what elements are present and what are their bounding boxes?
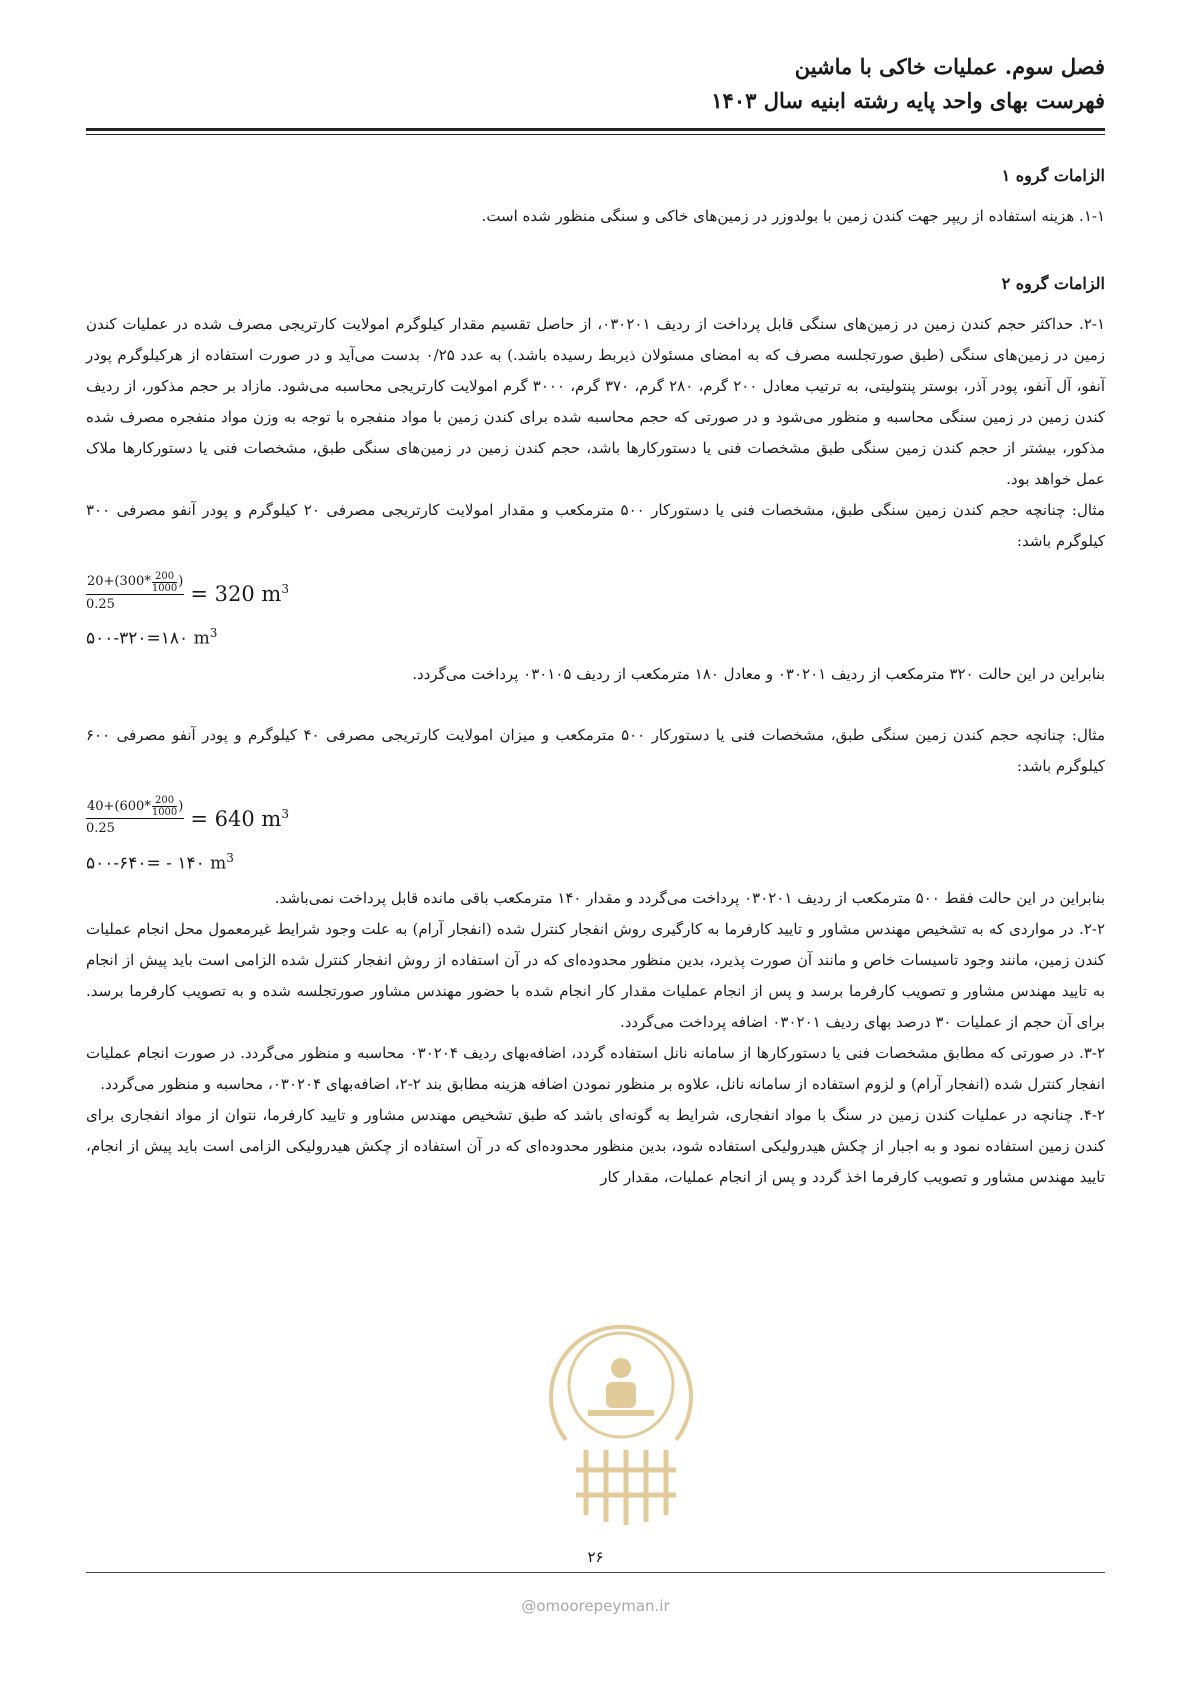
page-header bbox=[86, 50, 1105, 118]
example2-conclusion: بنابراین در این حالت فقط ۵۰۰ مترمکعب از ردیف ۰۳۰۲۰۱ پرداخت می‌گردد و مقدار ۱۴۰ مترمکعب باقی مانده قابل پرداخت نمی‌باشد. bbox=[274, 889, 1105, 908]
example2-formula bbox=[86, 788, 1105, 876]
clause-2-1: ۲-۱. حداکثر حجم کندن زمین در زمین‌های سنگی قابل پرداخت از ردیف ۰۳۰۲۰۱، از حاصل تقسیم مقدار کیلوگرم امولایت کارتریجی مصرف شده در عملیات کندن زمین در زمین‌های سنگی (طبق صورتجلسه مصرف که به امضای مسئولان ذیربط رسیده باشد.) به عدد ۰/۲۵ بدست می‌آید و در صورت استفاده از هرکیلوگرم پودر آنفو، آل آنفو، پودر آذر، بوستر پنتولیتی، به ترتیب معادل ۲۰۰ گرم، ۲۸۰ گرم، ۳۷۰ گرم، ۳۰۰۰ گرم امولایت کارتریجی محاسبه می‌شود. مازاد بر حجم مذکور، از ردیف کندن زمین در زمین سنگی محاسبه و منظور می‌شود و در صورتی که حجم محاسبه شده برای کندن زمین با مواد منفجره با توجه به وزن مواد منفجره مصرف شده مذکور، بیشتر از حجم کندن زمین سنگی طبق مشخصات فنی یا دستورکارها باشد، حجم کندن زمین در زمین‌های سنگی طبق، مشخصات فنی یا دستورکارها ملاک عمل خواهد بود. bbox=[86, 315, 1106, 488]
header-rule-thin bbox=[86, 134, 1105, 135]
footer-website: @omoorepeyman.ir bbox=[521, 1597, 670, 1615]
page-number: ۲۶ bbox=[587, 1548, 604, 1566]
example1-formula bbox=[86, 563, 1105, 651]
example2-intro: مثال: چنانچه حجم کندن زمین سنگی طبق، مشخصات فنی یا دستورکار ۵۰۰ مترمکعب و میزان امولایت کارتریجی مصرفی ۴۰ کیلوگرم و پودر آنفو مصرفی ۶۰۰ کیلوگرم باشد: bbox=[86, 725, 1105, 775]
clause-2-2: ۲-۲. در مواردی که به تشخیص مهندس مشاور و تایید کارفرما به کارگیری روش انفجار کنترل شده (انفجار آرام) به علت وجود شرایط غیرمعمول محل انجام عملیات کندن زمین، مانند وجود تاسیسات خاص و مانند آن صورت پذیرد، بدین منظور محدوده‌ای که در آن استفاده از روش انفجار کنترل شده الزامی است باید پیش از انجام به تایید مهندس مشاور و تصویب کارفرما برسد و پس از انجام عملیات مقدار کار انجام شده با حضور مهندس مشاور صورتجلسه شده و به تصویب کارفرما برسد. برای آن حجم از عملیات ۳۰ درصد بهای ردیف ۰۳۰۲۰۱ اضافه پرداخت می‌گردد. bbox=[86, 920, 1105, 1032]
example1-fraction: 20+(300* 200 1000 ) 0.25 bbox=[86, 570, 184, 612]
clause-1-1: ۱-۱. هزینه استفاده از ریپر جهت کندن زمین با بولدوزر در زمین‌های خاکی و سنگی منظور شده است. bbox=[481, 207, 1105, 225]
document-subtitle: فهرست بهای واحد پایه رشته ابنیه سال ۱۴۰۳ bbox=[711, 88, 1105, 113]
example1-remainder: ۵۰۰-۳۲۰=۱۸۰ $m^3$ bbox=[86, 626, 218, 649]
example2-result: = 640 $m^3$ bbox=[190, 806, 289, 831]
group1-heading: الزامات گروه ۱ bbox=[1001, 166, 1105, 185]
header-rule-thick bbox=[86, 128, 1105, 131]
example1-conclusion: بنابراین در این حالت ۳۲۰ مترمکعب از ردیف ۰۳۰۲۰۱ و معادل ۱۸۰ مترمکعب از ردیف ۰۳۰۱۰۵ پرداخت می‌گردد. bbox=[412, 664, 1105, 683]
example2-remainder: ۵۰۰-۶۴۰= - ۱۴۰ $m^3$ bbox=[86, 850, 234, 874]
clause-2-3: ۳-۲. در صورتی که مطابق مشخصات فنی یا دستورکارها از سامانه نانل استفاده گردد، اضافه‌بهای ردیف ۰۳۰۲۰۴ محاسبه و منظور می‌گردد. در صورت انجام عملیات انفجار کنترل شده (انفجار آرام) و لزوم استفاده از سامانه نانل، علاوه بر منظور نمودن اضافه هزینه مطابق بند ۲-۲، اضافه‌بهای ۰۳۰۲۰۴، محاسبه و منظور می‌گردد. bbox=[86, 1044, 1105, 1094]
clause-2-4: ۴-۲. چنانچه در عملیات کندن زمین در سنگ با مواد انفجاری، شرایط به گونه‌ای باشد که طبق تشخیص مهندس مشاور و تایید کارفرما، نتوان از مواد انفجاری برای کندن زمین استفاده نمود و به اجبار از چکش هیدرولیکی استفاده شود، بدین منظور محدوده‌ای که در آن استفاده از چکش هیدرولیکی الزامی است باید پیش از انجام، تایید مهندس مشاور و تصویب کارفرما اخذ گردد و پس از انجام عملیات، مقدار کار bbox=[86, 1106, 1105, 1187]
footer-rule bbox=[86, 1572, 1105, 1573]
example2-fraction: 40+(600* 200 1000 ) 0.25 bbox=[86, 795, 184, 837]
example1-intro: مثال: چنانچه حجم کندن زمین سنگی طبق، مشخصات فنی یا دستورکار ۵۰۰ مترمکعب و مقدار امولایت کارتریجی مصرفی ۲۰ کیلوگرم و پودر آنفو مصرفی ۳۰۰ کیلوگرم باشد: bbox=[86, 501, 1105, 550]
example1-result: = 320 $m^3$ bbox=[190, 582, 289, 606]
seal-watermark bbox=[526, 1290, 716, 1530]
chapter-title: فصل سوم. عملیات خاکی با ماشین bbox=[794, 54, 1105, 79]
group2-heading: الزامات گروه ۲ bbox=[1001, 274, 1105, 293]
page-body bbox=[86, 160, 1105, 1193]
document-page bbox=[86, 0, 1105, 1685]
